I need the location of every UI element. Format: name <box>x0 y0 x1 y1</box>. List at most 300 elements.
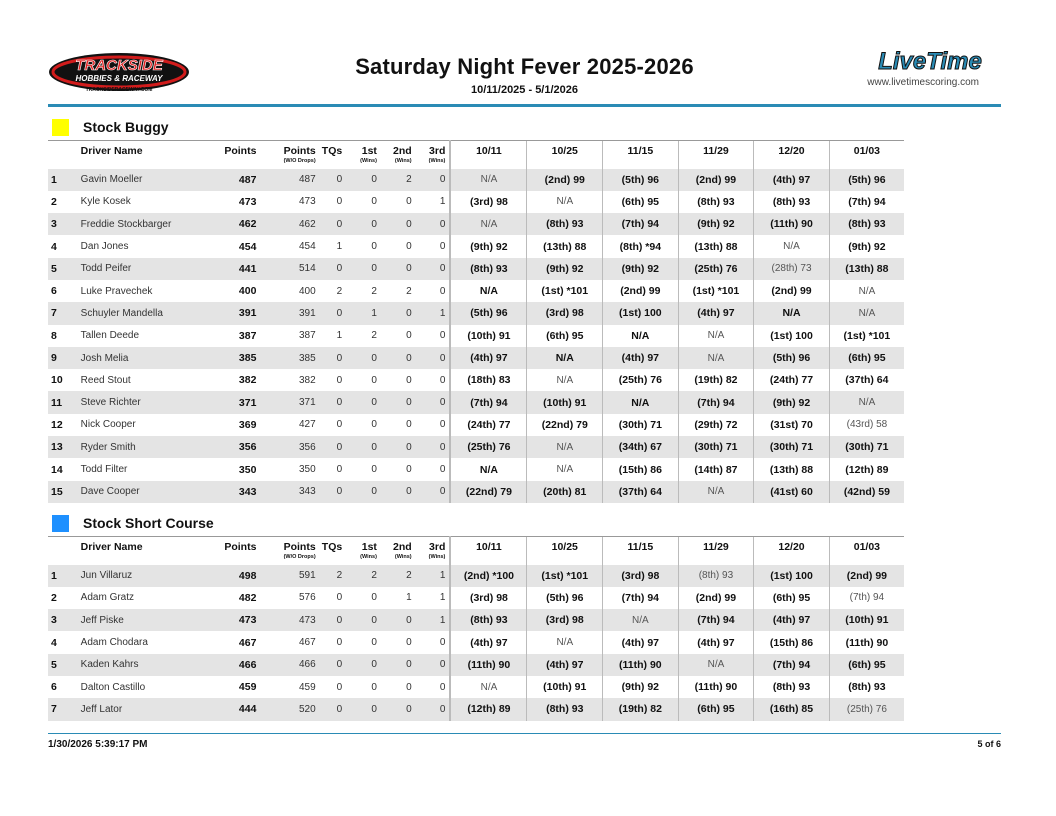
points-wo-drops-cell: 487 <box>260 169 319 191</box>
points-header-label: Points <box>224 541 257 553</box>
third-wins-cell: 0 <box>416 631 451 653</box>
points-wo-drops-header-sublabel: (W/O Drops) <box>283 158 316 164</box>
race-result-cell: (2nd) 99 <box>678 587 754 609</box>
race-result-cell: (1st) 100 <box>754 325 830 347</box>
race-date-header: 11/15 <box>603 537 679 565</box>
race-result-cell: (3rd) 98 <box>450 191 527 213</box>
race-result-cell: (29th) 72 <box>678 414 754 436</box>
first-wins-header-sublabel: (Wins) <box>360 554 377 560</box>
points-cell: 400 <box>201 280 260 302</box>
points-wo-drops-header-sublabel: (W/O Drops) <box>283 554 316 560</box>
table-row <box>48 587 904 609</box>
race-result-cell: (5th) 96 <box>527 587 603 609</box>
driver-name-cell: Dave Cooper <box>81 481 202 503</box>
points-cell: 441 <box>201 258 260 280</box>
points-cell: 356 <box>201 436 260 458</box>
third-wins-cell: 0 <box>416 213 451 235</box>
race-result-cell: (2nd) 99 <box>678 169 754 191</box>
points-cell: 350 <box>201 458 260 480</box>
points-wo-drops-cell: 356 <box>260 436 319 458</box>
race-result-cell: N/A <box>603 325 679 347</box>
svg-text:LiveTime: LiveTime <box>878 48 982 74</box>
race-result-cell: (5th) 96 <box>829 169 904 191</box>
third-wins-header <box>416 141 451 169</box>
race-result-cell: (2nd) 99 <box>527 169 603 191</box>
first-wins-cell: 0 <box>346 458 381 480</box>
race-result-cell: (1st) 100 <box>603 302 679 324</box>
rank-cell: 6 <box>48 676 81 698</box>
race-result-cell: (10th) 91 <box>527 391 603 413</box>
race-result-cell: (4th) 97 <box>603 347 679 369</box>
race-result-cell: (3rd) 98 <box>603 565 679 587</box>
header-row <box>48 141 904 169</box>
race-result-cell: N/A <box>527 458 603 480</box>
report-header <box>48 44 1001 104</box>
race-result-cell: (43rd) 58 <box>829 414 904 436</box>
second-wins-cell: 0 <box>381 258 416 280</box>
race-result-cell: (7th) 94 <box>450 391 527 413</box>
race-result-cell: (25th) 76 <box>450 436 527 458</box>
points-cell: 459 <box>201 676 260 698</box>
first-wins-header <box>346 141 381 169</box>
first-wins-cell: 0 <box>346 414 381 436</box>
class-color-swatch <box>52 515 69 532</box>
third-wins-cell: 0 <box>416 458 451 480</box>
rank-cell: 5 <box>48 258 81 280</box>
race-result-cell: (19th) 82 <box>678 369 754 391</box>
tqs-header <box>320 537 347 565</box>
third-wins-cell: 0 <box>416 414 451 436</box>
race-result-cell: N/A <box>603 391 679 413</box>
race-result-cell: (25th) 76 <box>678 258 754 280</box>
race-result-cell: (1st) *101 <box>527 565 603 587</box>
driver-name-cell: Adam Gratz <box>81 587 202 609</box>
points-cell: 462 <box>201 213 260 235</box>
race-result-cell: (13th) 88 <box>527 235 603 257</box>
section-header <box>48 512 904 536</box>
third-wins-cell: 0 <box>416 676 451 698</box>
points-wo-drops-cell: 591 <box>260 565 319 587</box>
race-result-cell: (4th) 97 <box>527 654 603 676</box>
race-result-cell: N/A <box>527 191 603 213</box>
second-wins-cell: 0 <box>381 213 416 235</box>
race-result-cell: (20th) 81 <box>527 481 603 503</box>
race-date-header: 12/20 <box>754 141 830 169</box>
second-wins-cell: 0 <box>381 436 416 458</box>
race-result-cell: (8th) 93 <box>450 258 527 280</box>
tqs-cell: 0 <box>320 481 347 503</box>
tqs-cell: 1 <box>320 235 347 257</box>
race-result-cell: (14th) 87 <box>678 458 754 480</box>
race-result-cell: (6th) 95 <box>527 325 603 347</box>
tqs-cell: 0 <box>320 213 347 235</box>
points-wo-drops-cell: 427 <box>260 414 319 436</box>
race-result-cell: (8th) 93 <box>829 213 904 235</box>
driver-name-cell: Kaden Kahrs <box>81 654 202 676</box>
third-wins-cell: 0 <box>416 436 451 458</box>
race-date-header: 11/29 <box>678 537 754 565</box>
second-wins-cell: 0 <box>381 609 416 631</box>
race-result-cell: (25th) 76 <box>829 698 904 720</box>
tqs-cell: 0 <box>320 369 347 391</box>
points-wo-drops-cell: 371 <box>260 391 319 413</box>
race-result-cell: (4th) 97 <box>603 631 679 653</box>
race-date-header: 10/11 <box>450 141 527 169</box>
points-wo-drops-cell: 387 <box>260 325 319 347</box>
race-result-cell: (30th) 71 <box>678 436 754 458</box>
first-wins-cell: 2 <box>346 325 381 347</box>
table-row <box>48 458 904 480</box>
race-result-cell: (11th) 90 <box>678 676 754 698</box>
tqs-cell: 0 <box>320 191 347 213</box>
points-cell: 382 <box>201 369 260 391</box>
race-result-cell: (11th) 90 <box>450 654 527 676</box>
third-wins-cell: 1 <box>416 587 451 609</box>
race-result-cell: (6th) 95 <box>829 347 904 369</box>
table-row <box>48 347 904 369</box>
rank-cell: 10 <box>48 369 81 391</box>
table-row <box>48 436 904 458</box>
race-result-cell: N/A <box>829 280 904 302</box>
race-result-cell: (10th) 91 <box>450 325 527 347</box>
points-wo-drops-header-label: Points <box>283 145 316 157</box>
race-result-cell: (28th) 73 <box>754 258 830 280</box>
table-row <box>48 414 904 436</box>
race-result-cell: (9th) 92 <box>829 235 904 257</box>
table-row <box>48 481 904 503</box>
race-result-cell: (9th) 92 <box>603 676 679 698</box>
table-row <box>48 213 904 235</box>
second-wins-header <box>381 537 416 565</box>
driver-name-header-label: Driver Name <box>80 541 143 553</box>
tqs-cell: 0 <box>320 654 347 676</box>
race-result-cell: N/A <box>829 391 904 413</box>
race-result-cell: (1st) *101 <box>678 280 754 302</box>
race-result-cell: (4th) 97 <box>754 609 830 631</box>
race-result-cell: (42nd) 59 <box>829 481 904 503</box>
race-result-cell: (25th) 76 <box>603 369 679 391</box>
third-wins-header <box>416 537 451 565</box>
tqs-cell: 1 <box>320 325 347 347</box>
race-result-cell: (8th) 93 <box>678 191 754 213</box>
third-wins-header-sublabel: (Wins) <box>428 158 446 164</box>
race-date-header: 11/15 <box>603 141 679 169</box>
points-cell: 391 <box>201 302 260 324</box>
third-wins-cell: 0 <box>416 369 451 391</box>
race-date-header: 11/29 <box>678 141 754 169</box>
third-wins-header-sublabel: (Wins) <box>428 554 446 560</box>
race-result-cell: (11th) 90 <box>829 631 904 653</box>
race-result-cell: (9th) 92 <box>527 258 603 280</box>
race-result-cell: (1st) *101 <box>527 280 603 302</box>
driver-name-cell: Ryder Smith <box>81 436 202 458</box>
race-result-cell: (37th) 64 <box>603 481 679 503</box>
site-url: www.livetimescoring.com <box>867 77 979 88</box>
race-result-cell: (30th) 71 <box>603 414 679 436</box>
section-title: Stock Buggy <box>83 119 169 135</box>
rank-cell: 2 <box>48 587 81 609</box>
section-title: Stock Short Course <box>83 515 214 531</box>
race-result-cell: (11th) 90 <box>754 213 830 235</box>
points-cell: 466 <box>201 654 260 676</box>
race-result-cell: (18th) 83 <box>450 369 527 391</box>
driver-name-header <box>81 141 202 169</box>
date-range: 10/11/2025 - 5/1/2026 <box>470 84 579 96</box>
first-wins-cell: 0 <box>346 609 381 631</box>
race-result-cell: (22nd) 79 <box>527 414 603 436</box>
first-wins-cell: 0 <box>346 258 381 280</box>
rank-cell: 1 <box>48 565 81 587</box>
section-header <box>48 116 904 140</box>
first-wins-cell: 0 <box>346 213 381 235</box>
first-wins-cell: 0 <box>346 235 381 257</box>
rank-cell: 7 <box>48 302 81 324</box>
driver-name-cell: Dan Jones <box>81 235 202 257</box>
race-result-cell: (24th) 77 <box>450 414 527 436</box>
race-result-cell: (22nd) 79 <box>450 481 527 503</box>
third-wins-cell: 1 <box>416 191 451 213</box>
points-wo-drops-cell: 473 <box>260 191 319 213</box>
points-cell: 473 <box>201 191 260 213</box>
first-wins-cell: 2 <box>346 565 381 587</box>
tqs-cell: 0 <box>320 631 347 653</box>
second-wins-cell: 0 <box>381 481 416 503</box>
table-row <box>48 391 904 413</box>
second-wins-cell: 0 <box>381 347 416 369</box>
race-result-cell: (8th) 93 <box>829 676 904 698</box>
rank-cell: 9 <box>48 347 81 369</box>
race-result-cell: (4th) 97 <box>678 302 754 324</box>
race-result-cell: N/A <box>603 609 679 631</box>
section-stock-buggy <box>48 116 904 503</box>
points-cell: 482 <box>201 587 260 609</box>
tqs-cell: 0 <box>320 436 347 458</box>
third-wins-cell: 0 <box>416 169 451 191</box>
standings-table <box>48 536 904 721</box>
driver-name-cell: Reed Stout <box>81 369 202 391</box>
first-wins-cell: 0 <box>346 698 381 720</box>
race-result-cell: (34th) 67 <box>603 436 679 458</box>
rank-cell: 6 <box>48 280 81 302</box>
first-wins-cell: 0 <box>346 654 381 676</box>
table-row <box>48 609 904 631</box>
rank-cell: 12 <box>48 414 81 436</box>
race-result-cell: (7th) 94 <box>754 654 830 676</box>
second-wins-cell: 0 <box>381 302 416 324</box>
race-result-cell: (8th) 93 <box>527 698 603 720</box>
points-cell: 385 <box>201 347 260 369</box>
race-result-cell: (37th) 64 <box>829 369 904 391</box>
second-wins-cell: 0 <box>381 391 416 413</box>
race-result-cell: (6th) 95 <box>603 191 679 213</box>
race-result-cell: N/A <box>678 347 754 369</box>
rank-header <box>48 537 81 565</box>
rank-cell: 3 <box>48 609 81 631</box>
second-wins-cell: 1 <box>381 587 416 609</box>
second-wins-cell: 0 <box>381 369 416 391</box>
points-cell: 371 <box>201 391 260 413</box>
table-row <box>48 676 904 698</box>
driver-name-cell: Dalton Castillo <box>81 676 202 698</box>
race-result-cell: (8th) 93 <box>754 191 830 213</box>
race-result-cell: (8th) 93 <box>450 609 527 631</box>
tqs-cell: 0 <box>320 609 347 631</box>
tqs-cell: 0 <box>320 587 347 609</box>
second-wins-cell: 0 <box>381 325 416 347</box>
race-date-header: 01/03 <box>829 141 904 169</box>
first-wins-header-label: 1st <box>361 145 377 157</box>
race-date-header: 01/03 <box>829 537 904 565</box>
race-result-cell: (12th) 89 <box>829 458 904 480</box>
points-wo-drops-cell: 473 <box>260 609 319 631</box>
race-result-cell: (41st) 60 <box>754 481 830 503</box>
first-wins-header-sublabel: (Wins) <box>360 158 377 164</box>
race-result-cell: N/A <box>527 369 603 391</box>
race-result-cell: (2nd) 99 <box>829 565 904 587</box>
race-result-cell: (13th) 88 <box>754 458 830 480</box>
race-result-cell: (3rd) 98 <box>450 587 527 609</box>
driver-name-cell: Adam Chodara <box>81 631 202 653</box>
table-row <box>48 698 904 720</box>
points-wo-drops-cell: 466 <box>260 654 319 676</box>
race-result-cell: (15th) 86 <box>603 458 679 480</box>
table-row <box>48 169 904 191</box>
first-wins-cell: 1 <box>346 302 381 324</box>
race-result-cell: N/A <box>450 676 527 698</box>
rank-cell: 2 <box>48 191 81 213</box>
race-result-cell: (15th) 86 <box>754 631 830 653</box>
footer-divider <box>48 733 1001 734</box>
third-wins-cell: 0 <box>416 698 451 720</box>
points-header-label: Points <box>224 145 257 157</box>
race-date-header: 10/11 <box>450 537 527 565</box>
race-result-cell: N/A <box>678 325 754 347</box>
first-wins-cell: 0 <box>346 631 381 653</box>
second-wins-cell: 2 <box>381 565 416 587</box>
table-row <box>48 325 904 347</box>
tqs-header <box>320 141 347 169</box>
second-wins-cell: 0 <box>381 676 416 698</box>
race-result-cell: N/A <box>450 169 527 191</box>
race-result-cell: (11th) 90 <box>603 654 679 676</box>
third-wins-cell: 0 <box>416 347 451 369</box>
second-wins-header <box>381 141 416 169</box>
points-cell: 444 <box>201 698 260 720</box>
second-wins-cell: 0 <box>381 458 416 480</box>
first-wins-cell: 0 <box>346 169 381 191</box>
third-wins-cell: 1 <box>416 565 451 587</box>
first-wins-header-label: 1st <box>361 541 377 553</box>
second-wins-header-sublabel: (Wins) <box>394 554 412 560</box>
page-title: Saturday Night Fever 2025-2026 <box>355 54 694 79</box>
race-result-cell: (8th) 93 <box>754 676 830 698</box>
first-wins-header <box>346 537 381 565</box>
points-wo-drops-cell: 343 <box>260 481 319 503</box>
second-wins-cell: 0 <box>381 235 416 257</box>
second-wins-cell: 2 <box>381 169 416 191</box>
points-header <box>201 537 260 565</box>
first-wins-cell: 0 <box>346 191 381 213</box>
race-result-cell: (12th) 89 <box>450 698 527 720</box>
table-row <box>48 369 904 391</box>
driver-name-cell: Schuyler Mandella <box>81 302 202 324</box>
race-result-cell: (2nd) *100 <box>450 565 527 587</box>
race-date-header: 10/25 <box>527 141 603 169</box>
points-wo-drops-cell: 514 <box>260 258 319 280</box>
points-cell: 467 <box>201 631 260 653</box>
rank-cell: 3 <box>48 213 81 235</box>
third-wins-cell: 1 <box>416 302 451 324</box>
points-wo-drops-header-label: Points <box>283 541 316 553</box>
third-wins-cell: 0 <box>416 325 451 347</box>
race-date-header: 10/25 <box>527 537 603 565</box>
race-result-cell: (9th) 92 <box>754 391 830 413</box>
table-row <box>48 302 904 324</box>
points-wo-drops-cell: 382 <box>260 369 319 391</box>
third-wins-cell: 1 <box>416 609 451 631</box>
rank-cell: 8 <box>48 325 81 347</box>
tqs-cell: 0 <box>320 302 347 324</box>
driver-name-cell: Steve Richter <box>81 391 202 413</box>
race-result-cell: (19th) 82 <box>603 698 679 720</box>
table-row <box>48 191 904 213</box>
first-wins-cell: 0 <box>346 369 381 391</box>
second-wins-cell: 0 <box>381 631 416 653</box>
svg-text:HOBBIES & RACEWAY: HOBBIES & RACEWAY <box>75 74 163 83</box>
race-result-cell: (4th) 97 <box>678 631 754 653</box>
points-wo-drops-cell: 385 <box>260 347 319 369</box>
race-result-cell: (30th) 71 <box>754 436 830 458</box>
rank-cell: 1 <box>48 169 81 191</box>
table-row <box>48 631 904 653</box>
race-result-cell: N/A <box>450 213 527 235</box>
driver-name-cell: Jeff Lator <box>81 698 202 720</box>
race-result-cell: (6th) 95 <box>754 587 830 609</box>
race-result-cell: (8th) *94 <box>603 235 679 257</box>
tqs-cell: 0 <box>320 414 347 436</box>
rank-cell: 4 <box>48 235 81 257</box>
rank-cell: 4 <box>48 631 81 653</box>
first-wins-cell: 0 <box>346 587 381 609</box>
third-wins-cell: 0 <box>416 391 451 413</box>
race-result-cell: (8th) 93 <box>678 565 754 587</box>
race-result-cell: (7th) 94 <box>829 587 904 609</box>
race-result-cell: (30th) 71 <box>829 436 904 458</box>
driver-name-cell: Jeff Piske <box>81 609 202 631</box>
driver-name-header <box>81 537 202 565</box>
race-result-cell: N/A <box>754 235 830 257</box>
third-wins-cell: 0 <box>416 654 451 676</box>
race-result-cell: (8th) 93 <box>527 213 603 235</box>
race-result-cell: (9th) 92 <box>603 258 679 280</box>
first-wins-cell: 0 <box>346 676 381 698</box>
table-row <box>48 565 904 587</box>
second-wins-header-label: 2nd <box>392 145 412 157</box>
race-result-cell: N/A <box>450 280 527 302</box>
second-wins-cell: 0 <box>381 654 416 676</box>
livetime-logo <box>859 48 1001 74</box>
race-result-cell: (6th) 95 <box>678 698 754 720</box>
points-cell: 343 <box>201 481 260 503</box>
driver-name-cell: Freddie Stockbarger <box>81 213 202 235</box>
race-result-cell: (13th) 88 <box>678 235 754 257</box>
race-result-cell: (9th) 92 <box>678 213 754 235</box>
tqs-header-label: TQs <box>321 145 343 157</box>
points-cell: 473 <box>201 609 260 631</box>
race-result-cell: N/A <box>678 481 754 503</box>
driver-name-cell: Kyle Kosek <box>81 191 202 213</box>
rank-cell: 14 <box>48 458 81 480</box>
